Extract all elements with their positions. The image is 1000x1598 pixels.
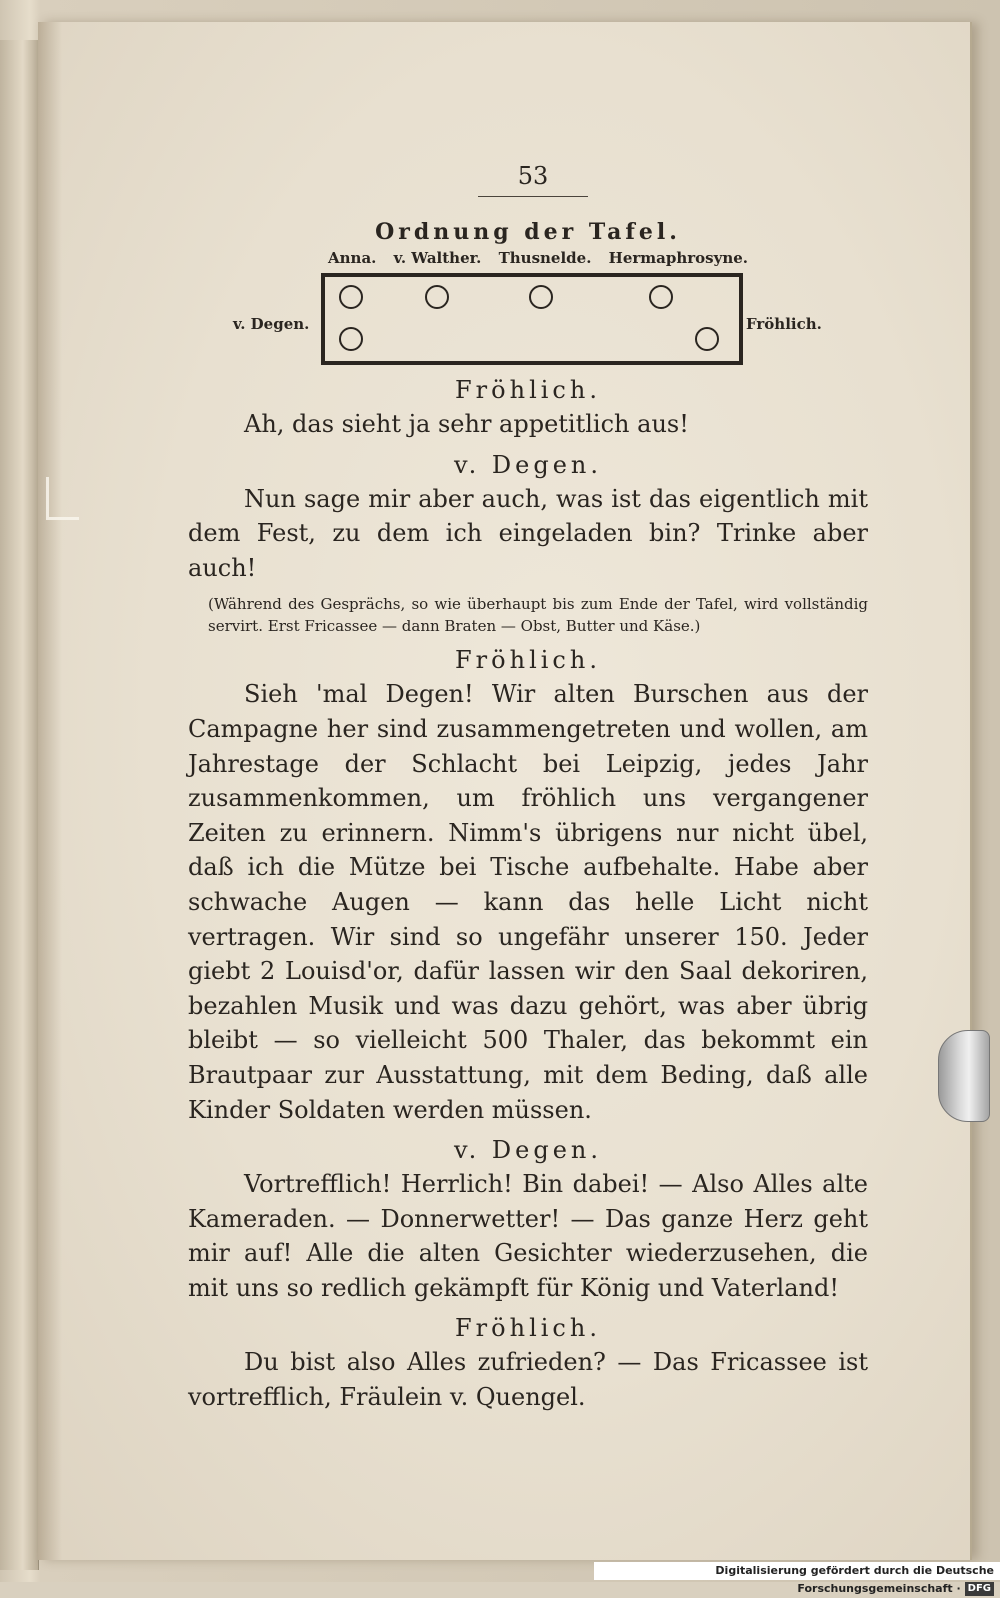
page-number: 53 — [478, 162, 588, 197]
table-outline — [321, 273, 743, 365]
seat-name-degen: v. Degen. — [233, 315, 310, 333]
footer-text: Digitalisierung gefördert durch die Deutsche Forschungsgemeinschaft · — [715, 1564, 994, 1595]
left-page-edge — [0, 40, 39, 1570]
seat-name-hermaphrosyne: Hermaphrosyne. — [608, 249, 748, 267]
seat-marker — [425, 285, 449, 309]
seat-marker — [339, 327, 363, 351]
seat-marker — [649, 285, 673, 309]
seat-marker — [339, 285, 363, 309]
binding-shadow — [38, 22, 62, 1560]
top-seat-names — [328, 249, 748, 267]
dialogue-paragraph: Du bist also Alles zufrieden? — Das Fricassee ist vortrefflich, Fräulein v. Quengel. — [188, 1348, 868, 1412]
book-page — [38, 22, 972, 1560]
speaker-name: Fröhlich. — [455, 646, 601, 675]
seat-name-anna: Anna. — [328, 249, 377, 267]
speaker-name: v. Degen. — [453, 1136, 603, 1165]
seat-name-thusnelde: Thusnelde. — [498, 249, 592, 267]
stage-direction: (Während des Gesprächs, so wie überhaupt bis zum Ende der Tafel, wird vollständig servirt. Erst Fricassee — dann Braten — Obst, Butter und Käse.) — [208, 595, 868, 636]
dialogue-paragraph: Nun sage mir aber auch, was ist das eigentlich mit dem Fest, zu dem ich eingeladen bin? Trinke aber auch! — [188, 484, 868, 582]
dialogue-paragraph: Ah, das sieht ja sehr appetitlich aus! — [244, 410, 689, 438]
binding-thread — [46, 477, 79, 520]
dfg-logo: DFG — [965, 1582, 994, 1596]
digitization-footer — [594, 1562, 1000, 1595]
speaker-name: Fröhlich. — [455, 1314, 601, 1343]
speaker-name: Fröhlich. — [455, 376, 601, 404]
dialogue-paragraph: Vortrefflich! Herrlich! Bin dabei! — Also Alles alte Kameraden. — Donnerwetter! — Das ganze Herz geht mir auf! Alle die alten Gesichter wiederzusehen, die mit uns so redlich gekämpft für König und Vaterland! — [188, 1170, 868, 1302]
seat-name-walther: v. Walther. — [393, 249, 482, 267]
seat-marker — [529, 285, 553, 309]
seat-name-froehlich: Fröhlich. — [746, 315, 822, 333]
seat-marker — [695, 327, 719, 351]
page-clip — [938, 1030, 990, 1122]
page-content — [188, 162, 868, 1415]
seating-diagram — [188, 249, 868, 367]
table-order-title: Ordnung der Tafel. — [375, 219, 681, 245]
dialogue-paragraph: Sieh 'mal Degen! Wir alten Burschen aus der Campagne her sind zusammengetreten und wollen, am Jahrestage der Schlacht bei Leipzig, jedes Jahr zusammenkommen, um fröhlich uns vergangener Zeiten zu erinnern. Nimm's übrigens nur nicht übel, daß ich die Mütze bei Tische aufbehalte. Habe aber schwache Augen — kann das helle Licht nicht vertragen. Wir sind so ungefähr unserer 150. Jeder giebt 2 Louisd'or, dafür lassen wir den Saal dekoriren, bezahlen Musik und was dazu gehört, was aber übrig bleibt — so vielleicht 500 Thaler, das bekommt ein Brautpaar zur Ausstattung, mit dem Beding, daß alle Kinder Soldaten werden müssen. — [188, 680, 868, 1124]
speaker-name: v. Degen. — [453, 450, 603, 479]
